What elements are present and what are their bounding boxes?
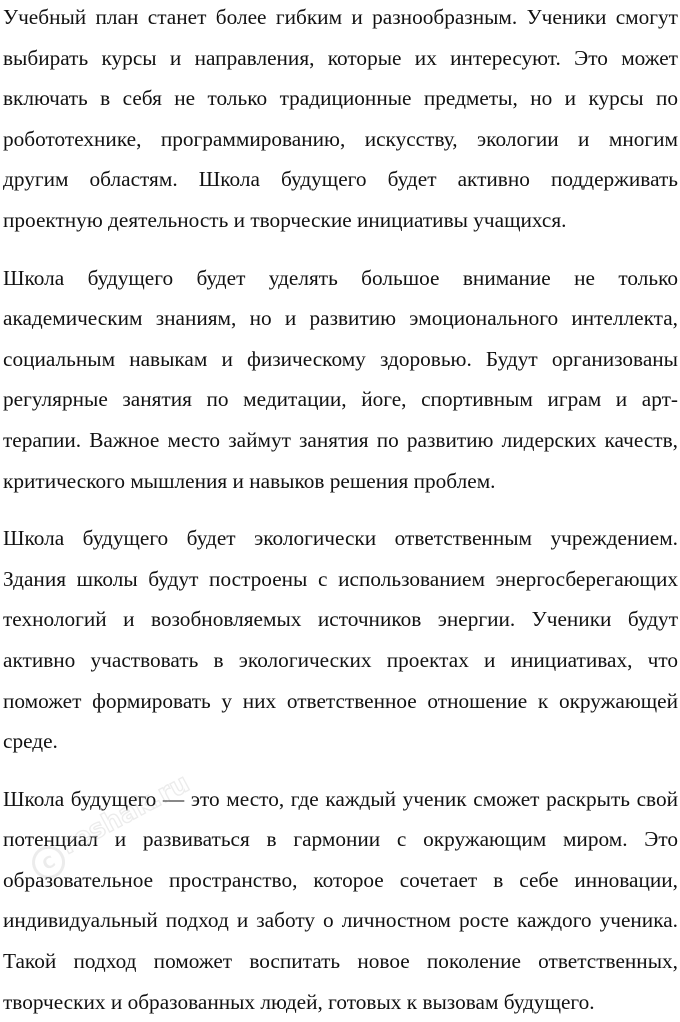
svg-text:C: C [39, 851, 59, 874]
paragraph-conclusion: Школа будущего — это место, где каждый ученик сможет раскрыть свой потенциал и развиваться в гармонии с окружающим миром. Это образовательное пространство, которое сочетает в себе инновации, индивидуальный подход и заботу о личностном росте каждого ученика. Такой подход поможет воспитать новое поколение ответственных, творческих и образованных людей, готовых к вызовам будущего. [3, 786, 678, 1014]
watermark-text: reshak.ru [56, 768, 195, 861]
paragraph-curriculum: Учебный план станет более гибким и разнообразным. Ученики смогут выбирать курсы и направления, которые их интересуют. Это может включать в себя не только традиционные предметы, но и курсы по робототехнике, программированию, искусству, экологии и многим другим областям. Школа будущего будет активно поддерживать проектную деятельность и творческие инициативы учащихся. [3, 5, 678, 232]
paragraph-wellbeing: Школа будущего будет уделять большое внимание не только академическим знаниям, но и развитию эмоционального интеллекта, социальным навыкам и физическому здоровью. Будут организованы регулярные занятия по медитации, йоге, спортивным играм и арт-терапии. Важное место займут занятия по развитию лидерских качеств, критического мышления и навыков решения проблем. [3, 265, 678, 493]
paragraph-ecology: Школа будущего будет экологически ответственным учреждением. Здания школы будут построены с использованием энергосберегающих технологий и возобновляемых источников энергии. Ученики будут активно участвовать в экологических проектах и инициативах, что поможет формировать у них ответственное отношение к окружающей среде. [3, 526, 678, 754]
